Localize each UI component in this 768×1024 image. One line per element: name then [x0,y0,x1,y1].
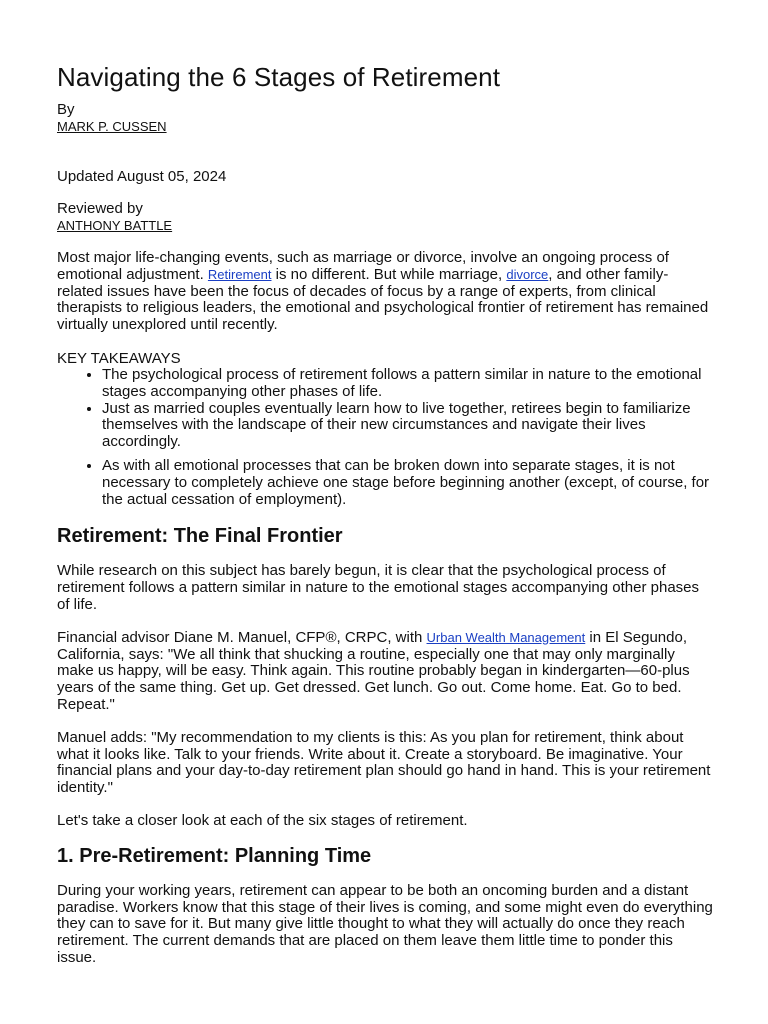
key-takeaways-list [57,367,713,508]
urban-wealth-link[interactable]: Urban Wealth Management [426,629,586,645]
takeaway-item: • As with all emotional processes that can be broken down into separate stages, it is not necessary to completely achieve one stage before beginning another (except, of course, for the actual cessation of employment). [102,458,713,508]
intro-text-2: is no different. But while marriage, [271,265,507,283]
advisor-text-2: in El Segundo, California, says: "We all think that shucking a routine, especially one that may only marginally make us happy, will be easy. Think again. This routine probably began in kindergarten—60-plus years of the same thing. Get up. Get dressed. Get lunch. Go out. Come home. Eat. Go to bed. Repeat." [57,628,690,713]
reviewed-label: Reviewed by [57,200,143,217]
divorce-link[interactable]: divorce [506,266,549,282]
updated-date: Updated August 05, 2024 [57,168,227,185]
reviewer-link[interactable]: ANTHONY BATTLE [57,218,173,233]
section-heading-pre-retirement: 1. Pre-Retirement: Planning Time [57,844,372,867]
article [57,60,713,967]
reviewed-by [57,201,713,234]
working-years-paragraph: During your working years, retirement can appear to be both an oncoming burden and a distant paradise. Workers know that this stage of their lives is coming, and some might even do everything they can to save for it. But many give little thought to what they will actually do once they reach retirement. The current demands that are placed on them leave them little time to ponder this issue. [57,881,713,966]
takeaway-item: • The psychological process of retirement follows a pattern similar in nature to the emotional stages accompanying other phases of life. [102,367,713,401]
intro-text-3: , and other family-related issues have been the focus of decades of focus by a range of experts, from clinical therapists to religious leaders, the emotional and psychological frontier of retirement has remained virtually unexplored until recently. [57,265,709,334]
section-heading-final-frontier: Retirement: The Final Frontier [57,525,343,548]
takeaway-item: • Just as married couples eventually learn how to live together, retirees begin to familiarize themselves with the landscape of their new circumstances and navigate their lives accordingly. [102,401,713,451]
intro-text-1: Most major life-changing events, such as marriage or divorce, involve an ongoing process of emotional adjustment. [57,249,669,283]
intro-paragraph [57,250,713,334]
author-link[interactable]: MARK P. CUSSEN [57,119,167,134]
manuel-adds-paragraph: Manuel adds: "My recommendation to my clients is this: As you plan for retirement, think about what it looks like. Talk to your friends. Write about it. Create a storyboard. Be imaginative. Your financial plans and your day-to-day retirement plan should go hand in hand. This is your retirement identity." [57,728,711,797]
byline [57,102,713,135]
retirement-link[interactable]: Retirement [207,266,272,282]
closer-look-paragraph: Let's take a closer look at each of the six stages of retirement. [57,811,468,829]
by-label: By [57,101,75,118]
research-paragraph: While research on this subject has barely begun, it is clear that the psychological process of retirement follows a pattern similar in nature to the emotional stages accompanying other phases of life. [57,562,700,613]
key-takeaways-label: KEY TAKEAWAYS [57,349,181,367]
article-title: Navigating the 6 Stages of Retirement [57,62,501,92]
advisor-paragraph [57,630,713,714]
advisor-text-1: Financial advisor Diane M. Manuel, CFP®, CRPC, with [57,628,427,646]
